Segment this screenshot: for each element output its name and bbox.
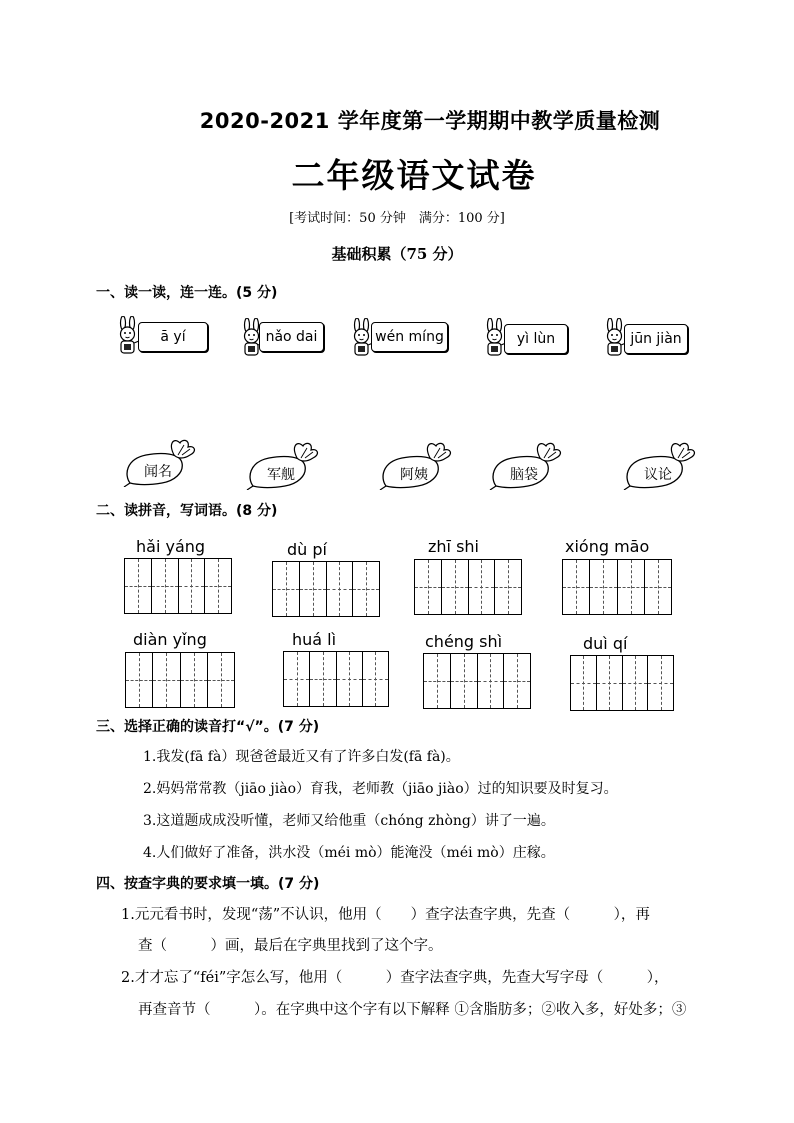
pinyin-label: duì qí xyxy=(583,634,628,653)
word-label: 军舰 xyxy=(267,467,295,483)
q3-item-2: 2.妈妈常常教（jiāo jiào）育我，老师教（jiāo jiào）过的知识要及时复习。 xyxy=(143,781,618,797)
word-label: 阿姨 xyxy=(400,467,428,483)
radish-card xyxy=(122,437,202,487)
pinyin-label: diàn yǐng xyxy=(133,630,207,649)
writing-grid[interactable] xyxy=(562,559,672,615)
writing-grid[interactable] xyxy=(423,653,531,709)
writing-grid[interactable] xyxy=(283,651,389,707)
q4-line-4: 再查音节（ ）。在字典中这个字有以下解释 ①含脂肪多；②收入多，好处多；③ xyxy=(138,1002,687,1018)
writing-grid[interactable] xyxy=(124,558,232,614)
q4-line-1: 1.元元看书时，发现“荡”不认识，他用（ ）查字法查字典，先查（ ），再 xyxy=(121,907,650,923)
exam-title: 2020-2021 学年度第一学期期中教学质量检测 xyxy=(199,109,661,133)
radish-card xyxy=(245,440,325,490)
question-1-heading: 一、读一读，连一连。(5 分) xyxy=(96,285,278,301)
writing-grid[interactable] xyxy=(125,652,235,708)
pinyin-label: xióng māo xyxy=(565,537,650,556)
question-2-heading: 二、读拼音，写词语。(8 分) xyxy=(96,503,278,519)
exam-info: [考试时间：50 分钟 满分：100 分] xyxy=(289,211,505,226)
pinyin-label: huá lì xyxy=(292,630,337,649)
pinyin-card: ā yí xyxy=(138,322,208,352)
question-3-heading: 三、选择正确的读音打“√”。(7 分) xyxy=(96,719,320,735)
writing-grid[interactable] xyxy=(272,561,380,617)
word-label: 脑袋 xyxy=(510,467,538,483)
q3-item-4: 4.人们做好了准备，洪水没（méi mò）能淹没（méi mò）庄稼。 xyxy=(143,845,555,861)
writing-grid[interactable] xyxy=(414,559,522,615)
paper-title: 二年级语文试卷 xyxy=(291,156,537,195)
pinyin-card: yì lùn xyxy=(504,324,568,354)
word-label: 议论 xyxy=(644,467,672,483)
pinyin-label: chéng shì xyxy=(425,632,503,651)
q4-line-3: 2.才才忘了“féi”字怎么写，他用（ ）查字法查字典，先查大写字母（ ）， xyxy=(121,970,669,986)
section-title: 基础积累（75 分） xyxy=(331,245,463,263)
pinyin-label: zhī shi xyxy=(428,537,479,556)
q3-item-3: 3.这道题成成没听懂，老师又给他重（chóng zhòng）讲了一遍。 xyxy=(143,813,555,829)
writing-grid[interactable] xyxy=(570,655,674,711)
question-4-heading: 四、按查字典的要求填一填。(7 分) xyxy=(96,876,320,892)
word-label: 闻名 xyxy=(144,464,172,480)
q4-line-2: 查（ ）画，最后在字典里找到了这个字。 xyxy=(138,938,443,954)
radish-card xyxy=(488,440,568,490)
q3-item-1: 1.我发(fā fà）现爸爸最近又有了许多白发(fā fà)。 xyxy=(143,749,460,765)
pinyin-card: jūn jiàn xyxy=(624,324,688,354)
radish-card xyxy=(378,440,458,490)
radish-card xyxy=(622,440,702,490)
pinyin-label: hǎi yáng xyxy=(136,537,206,556)
pinyin-card: wén míng xyxy=(371,322,448,352)
pinyin-label: dù pí xyxy=(287,540,327,559)
pinyin-card: nǎo dai xyxy=(259,322,324,352)
